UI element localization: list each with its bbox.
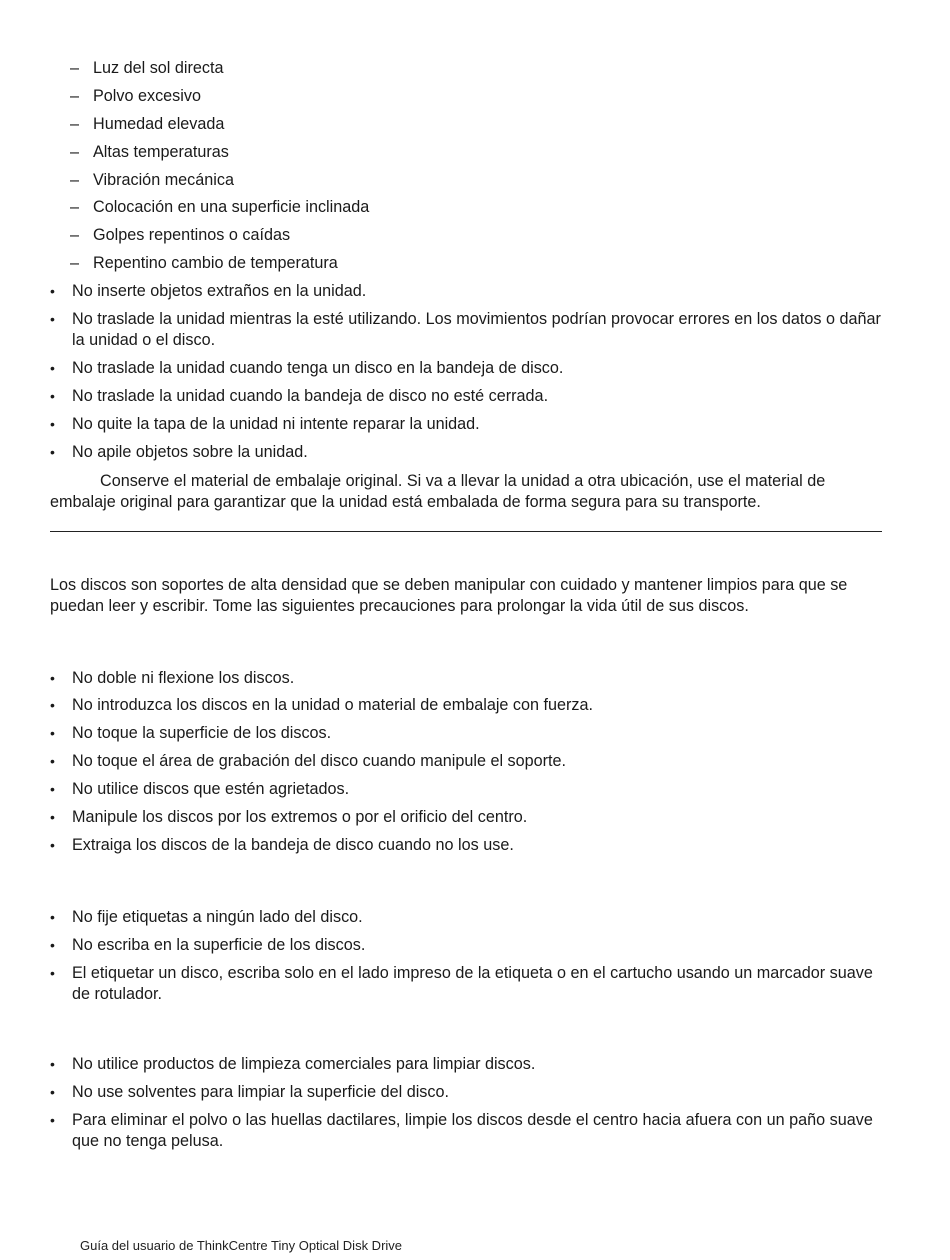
dash-marker: – xyxy=(70,86,80,105)
dash-marker: – xyxy=(70,59,80,77)
bullet-marker: • xyxy=(50,283,55,300)
list-item: • No quite la tapa de la unidad ni intente reparar la unidad. xyxy=(50,414,480,433)
bullet-marker: • xyxy=(50,753,55,770)
list-item: – Vibración mecánica xyxy=(70,170,234,189)
packing-paragraph: Conserve el material de embalaje original. Si va a llevar la unidad a otra ubicación, use el material de embalaje original para garantizar que la unidad está embalada de forma segura para su transporte. xyxy=(50,471,826,511)
list-item: • Manipule los discos por los extremos o por el orificio del centro. xyxy=(50,808,528,827)
spacer xyxy=(50,532,882,575)
list-item: • No traslade la unidad mientras la esté utilizando. Los movimientos podrían provocar errores en los datos o dañar la unidad o el disco. xyxy=(50,310,881,350)
bullet-marker: • xyxy=(50,725,55,742)
disc-cleaning-list xyxy=(50,1054,882,1152)
list-item: • No toque la superficie de los discos. xyxy=(50,724,332,743)
list-item: • No traslade la unidad cuando tenga un disco en la bandeja de disco. xyxy=(50,358,564,377)
bullet-marker: • xyxy=(50,415,55,432)
document-page xyxy=(50,58,882,1159)
dash-marker: – xyxy=(70,114,80,133)
bullet-marker: • xyxy=(50,809,55,826)
list-item: • No apile objetos sobre la unidad. xyxy=(50,442,308,461)
bullet-marker: • xyxy=(50,908,55,925)
bullet-marker: • xyxy=(50,836,55,853)
bullet-marker: • xyxy=(50,311,55,328)
list-item: – Colocación en una superficie inclinada xyxy=(70,198,370,217)
list-item: • No utilice productos de limpieza comerciales para limpiar discos. xyxy=(50,1055,536,1074)
dash-marker: – xyxy=(70,254,80,273)
list-item: • No utilice discos que estén agrietados. xyxy=(50,780,350,799)
drive-handling-list xyxy=(50,281,882,462)
list-item: • Para eliminar el polvo o las huellas dactilares, limpie los discos desde el centro hacia afuera con un paño suave que no tenga pelusa. xyxy=(50,1111,873,1151)
list-item: – Repentino cambio de temperatura xyxy=(70,254,338,273)
bullet-marker: • xyxy=(50,1084,55,1101)
dash-marker: – xyxy=(70,142,80,161)
dash-marker: – xyxy=(70,226,80,245)
dash-marker: – xyxy=(70,198,80,217)
spacer xyxy=(50,1011,882,1054)
bullet-marker: • xyxy=(50,936,55,953)
list-item: – Humedad elevada xyxy=(70,114,225,133)
disc-labeling-list xyxy=(50,907,882,1005)
spacer xyxy=(50,863,882,907)
list-item: • No doble ni flexione los discos. xyxy=(50,668,295,687)
bullet-marker: • xyxy=(50,443,55,460)
bullet-marker: • xyxy=(50,669,55,686)
environment-conditions-list xyxy=(50,58,882,274)
discs-intro-paragraph: Los discos son soportes de alta densidad que se deben manipular con cuidado y mantener limpios para que se puedan leer y escribir. Tome las siguientes precauciones para prolongar la vida útil de sus discos. xyxy=(50,575,848,615)
bullet-marker: • xyxy=(50,1112,55,1129)
bullet-marker: • xyxy=(50,1056,55,1073)
spacer xyxy=(50,617,882,668)
bullet-marker: • xyxy=(50,387,55,404)
list-item: • No use solventes para limpiar la superficie del disco. xyxy=(50,1083,449,1102)
list-item: • No inserte objetos extraños en la unidad. xyxy=(50,282,367,301)
list-item: – Luz del sol directa xyxy=(70,59,224,77)
list-item: – Altas temperaturas xyxy=(70,142,229,161)
disc-handling-list xyxy=(50,668,882,856)
list-item: – Polvo excesivo xyxy=(70,86,201,105)
list-item: • No toque el área de grabación del disco cuando manipule el soporte. xyxy=(50,752,567,771)
list-item: • No fije etiquetas a ningún lado del disco. xyxy=(50,907,363,926)
dash-marker: – xyxy=(70,170,80,189)
list-item: • El etiquetar un disco, escriba solo en el lado impreso de la etiqueta o en el cartucho usando un marcador suave de rotulador. xyxy=(50,963,873,1003)
bullet-marker: • xyxy=(50,964,55,981)
list-item: • No escriba en la superficie de los discos. xyxy=(50,935,366,954)
list-item: • No traslade la unidad cuando la bandeja de disco no esté cerrada. xyxy=(50,386,549,405)
list-item: – Golpes repentinos o caídas xyxy=(70,226,291,245)
bullet-marker: • xyxy=(50,697,55,714)
list-item: • Extraiga los discos de la bandeja de disco cuando no los use. xyxy=(50,835,514,854)
bullet-marker: • xyxy=(50,359,55,376)
bullet-marker: • xyxy=(50,781,55,798)
page-footer: Guía del usuario de ThinkCentre Tiny Optical Disk Drive xyxy=(80,1238,403,1253)
list-item: • No introduzca los discos en la unidad o material de embalaje con fuerza. xyxy=(50,696,593,715)
